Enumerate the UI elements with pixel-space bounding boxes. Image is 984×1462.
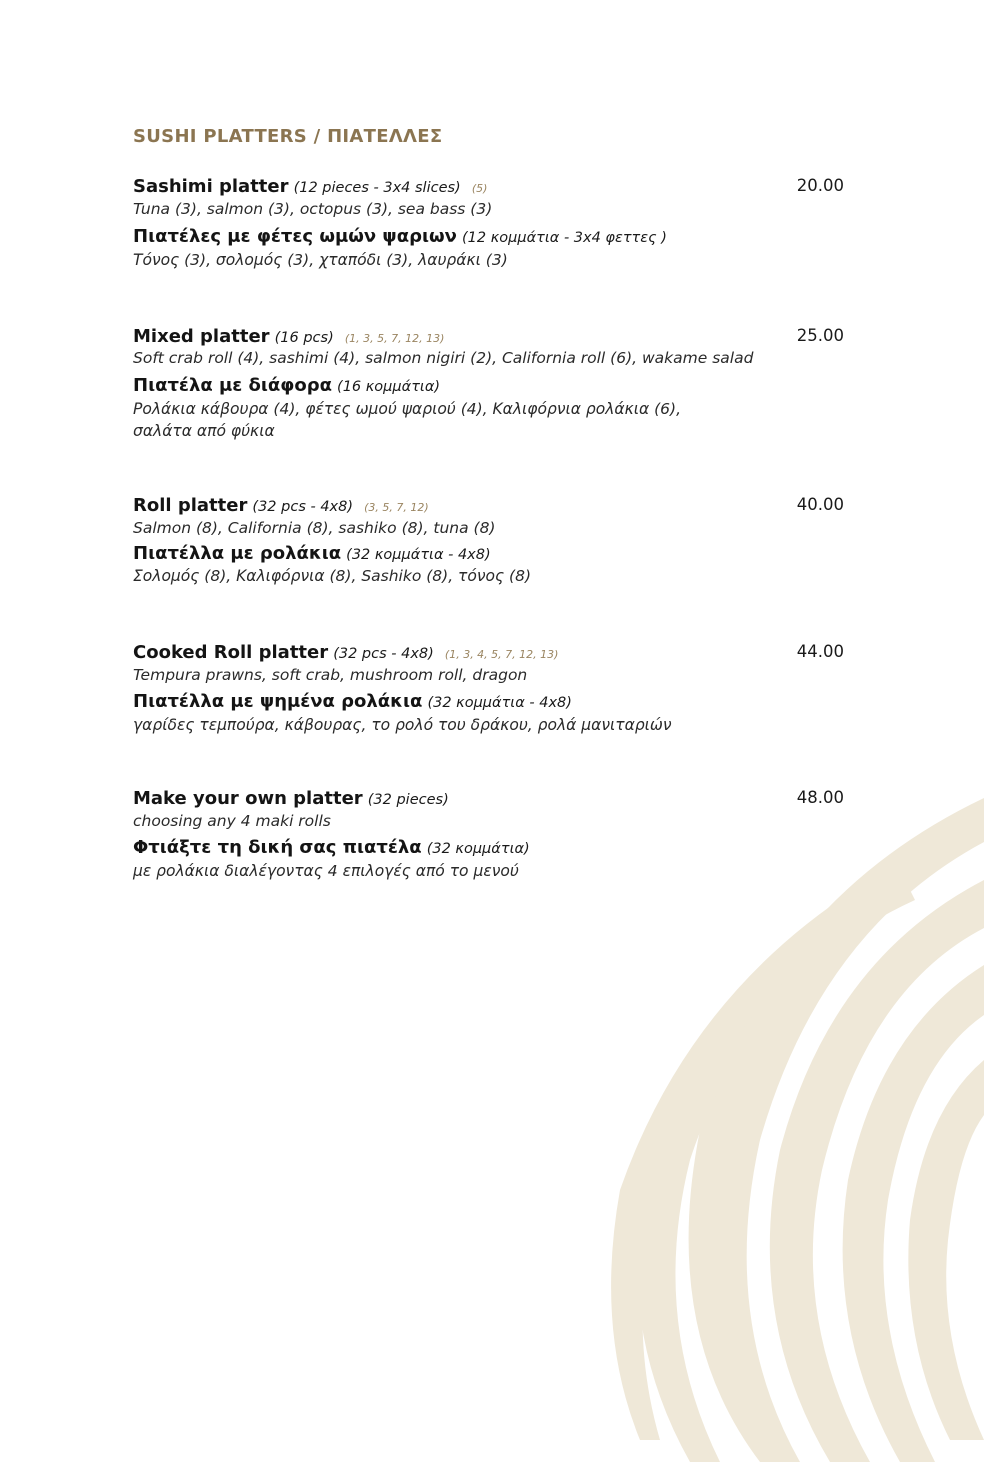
item-name-en: Roll platter [133,495,248,516]
item-desc-gr: Τόνος (3), σολομός (3), χταπόδι (3), λαυράκι (3) [133,251,508,269]
item-allergens: (3, 5, 7, 12) [364,501,429,514]
item-desc-en: Tempura prawns, soft crab, mushroom roll, dragon [133,666,528,684]
item-note-gr: (12 κομμάτια - 3x4 φεττες ) [462,230,667,246]
item-note-gr: (32 κομμάτια) [426,841,530,857]
item-note-gr: (32 κομμάτια - 4x8) [346,547,491,563]
item-note-en: (16 pcs) [274,330,334,346]
item-note-en: (32 pcs - 4x8) [252,499,354,515]
menu-item-mixed-platter [133,326,848,444]
item-desc-gr: Σολομός (8), Καλιφόρνια (8), Sashiko (8), τόνος (8) [133,567,531,585]
section-title: SUSHI PLATTERS / ΠΙΑΤΕΛΛΕΣ [133,126,443,147]
item-note-gr: (16 κομμάτια) [337,379,441,395]
item-name-en: Cooked Roll platter [133,642,329,663]
item-name-en: Sashimi platter [133,176,289,197]
item-price: 20.00 [796,176,844,195]
item-desc-en: Tuna (3), salmon (3), octopus (3), sea bass (3) [133,200,493,218]
item-allergens: (5) [471,182,488,195]
menu-item-make-your-own-platter [133,788,848,884]
item-name-gr: Πιατέλλα με ρολάκια [133,543,342,564]
item-desc-gr: γαρίδες τεμπούρα, κάβουρας, το ρολό του δράκου, ρολά μανιταριών [133,716,672,734]
item-note-gr: (32 κομμάτια - 4x8) [427,695,572,711]
menu-item-sashimi-platter [133,176,848,273]
item-desc-en: Soft crab roll (4), sashimi (4), salmon nigiri (2), California roll (6), wakame salad [133,349,754,367]
item-note-en: (32 pieces) [367,792,449,808]
item-price: 40.00 [796,495,844,514]
menu-item-cooked-roll-platter [133,642,848,738]
item-note-en: (32 pcs - 4x8) [333,646,434,662]
menu-item-roll-platter [133,495,848,589]
item-desc-gr: Ρολάκια κάβουρα (4), φέτες ωμού ψαριού (4), Καλιφόρνια ρολάκια (6), [133,400,682,418]
item-price: 48.00 [796,788,844,807]
item-name-gr: Πιατέλες με φέτες ωμών ψαριων [133,226,457,247]
item-allergens: (1, 3, 5, 7, 12, 13) [344,332,445,345]
item-name-gr: Πιατέλα με διάφορα [133,375,332,396]
item-price: 25.00 [796,326,844,345]
item-desc-gr-continued: σαλάτα από φύκια [133,422,275,440]
item-name-en: Mixed platter [133,326,270,347]
item-desc-en: Salmon (8), California (8), sashiko (8), tuna (8) [133,519,496,537]
item-price: 44.00 [796,642,844,661]
item-desc-gr: με ρολάκια διαλέγοντας 4 επιλογές από το μενού [133,862,519,880]
item-note-en: (12 pieces - 3x4 slices) [293,180,461,196]
item-name-gr: Πιατέλλα με ψημένα ρολάκια [133,691,423,712]
item-desc-en: choosing any 4 maki rolls [133,812,331,830]
item-name-gr: Φτιάξτε τη δική σας πιατέλα [133,837,422,858]
item-allergens: (1, 3, 4, 5, 7, 12, 13) [444,648,559,661]
item-name-en: Make your own platter [133,788,363,809]
